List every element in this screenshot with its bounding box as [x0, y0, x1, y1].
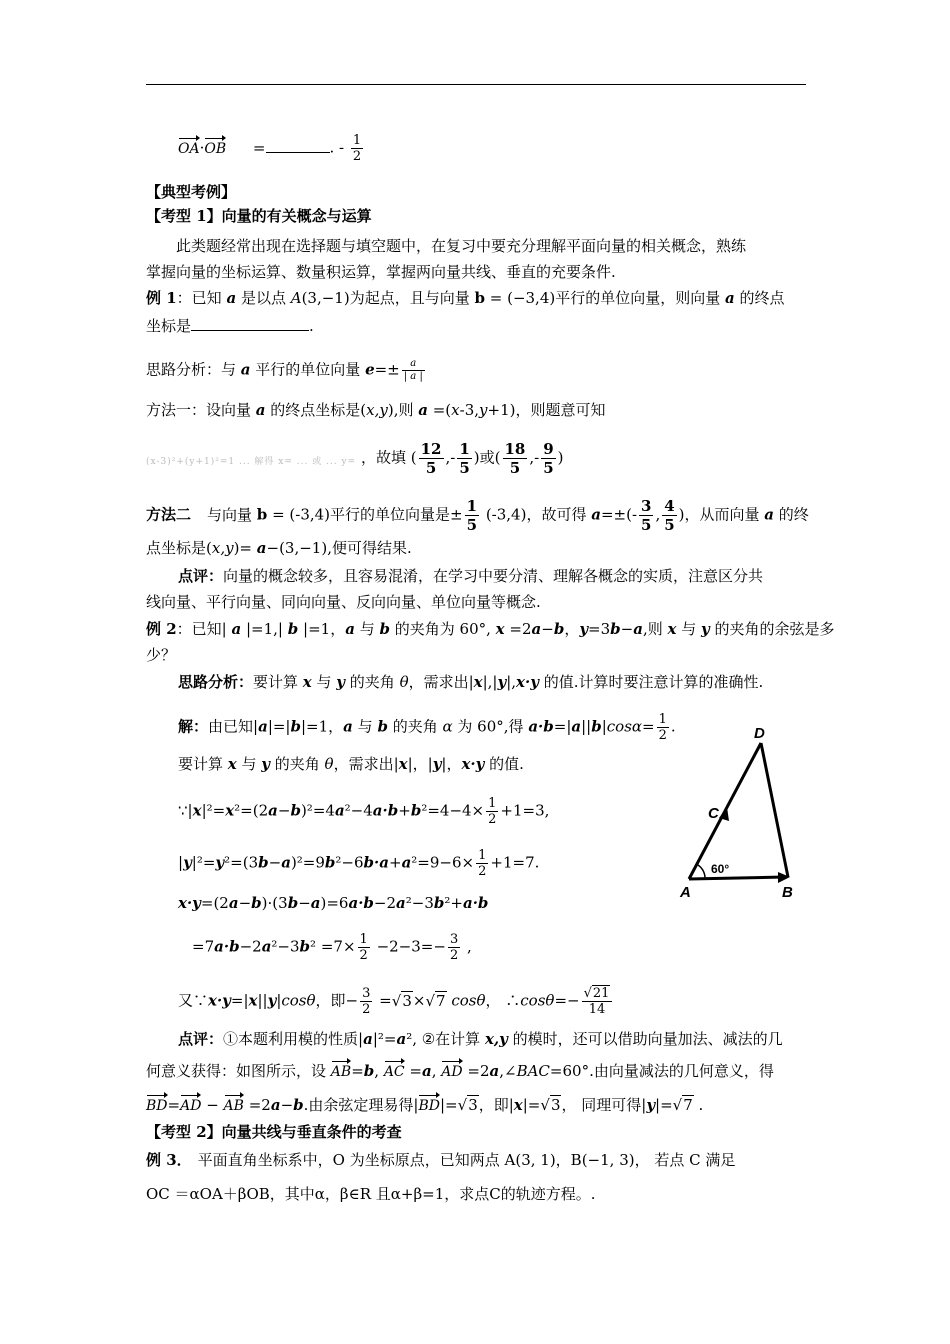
garbled-equations: (x-3)²+(y+1)²=1 ... 解得 x= ... 或 ... y=	[146, 456, 357, 466]
dot-symbol: ·	[199, 138, 205, 157]
ex2-solution-line4: |y|²=y²=(3b−a)²=9b²−6b·a+a²=9−6× $\frac{1}{2}$ +1=7.	[178, 848, 540, 879]
ex2-solution-line3: ∵|x|²=x²=(2a−b)²=4a²−4a·b+b²=4−4× $\frac{1}{2}$ +1=3,	[178, 796, 550, 827]
ex2-question-line2: 少？	[146, 646, 177, 664]
section-title: 【典型考例】	[146, 183, 237, 201]
ex3-question-line2: OC ＝αOA＋βOB，其中α，β∈R 且α+β=1，求点C的轨迹方程。.	[146, 1185, 596, 1203]
equals-sign: =	[252, 138, 266, 157]
label-c: C	[708, 805, 719, 822]
ex2-solution-line6: =7a·b−2a²−3b² =7× $\frac{1}{2}$ −2−3=− $\frac{3}{2}$ ,	[192, 932, 472, 963]
topic2-title: 【考型 2】向量共线与垂直条件的考查	[146, 1123, 402, 1141]
topic1-intro-2: 掌握向量的坐标运算、数量积运算，掌握两向量共线、垂直的充要条件.	[146, 263, 616, 281]
ex2-solution-line2: 要计算 x 与 y 的夹角 θ，需求出|x|，|y|，x·y 的值.	[178, 755, 524, 773]
ex3-question-line1: 例 3． 平面直角坐标系中，O 为坐标原点，已知两点 A(3, 1)，B(−1, 3)， 若点 C 满足	[146, 1151, 736, 1169]
segment-ab	[689, 877, 784, 879]
fraction: $\frac{1}{2}$	[352, 133, 362, 164]
ex1-method1-answer: (x-3)²+(y+1)²=1 ... 解得 x= ... 或 ... y= ，故填 ( $\frac{12}{5}$ ,- $\frac{1}{5}$ )或( $\frac{18}{5}$ ,- $\frac{9}{5}$ )	[146, 440, 564, 477]
triangle-figure	[672, 722, 812, 907]
vector-oa: OA	[178, 135, 200, 159]
unit-vector-fraction: $\frac{a}{| a |}$	[403, 358, 423, 382]
ex2-solution-line5: x·y=(2a−b)·(3b−a)=6a·b−2a²−3b²+a·b	[178, 894, 489, 912]
ex1-question-line2: 坐标是 .	[146, 317, 314, 335]
ex1-question-line1: 例 1：已知 a 是以点 A(3,−1)为起点，且与向量 b = (−3,4)平行的单位向量，则向量 a 的终点	[146, 289, 785, 307]
top-formula	[178, 133, 365, 164]
ex1-analysis: 思路分析：与 a 平行的单位向量 e=± $\frac{a}{| a |}$	[146, 358, 423, 382]
ex2-comment-line3: BD=AD − AB =2a−b.由余弦定理易得|BD|=√3，即|x|=√3， 同理可得|y|=√7 .	[146, 1092, 703, 1116]
header-rule	[146, 84, 806, 85]
ex2-solution-line1: 解：由已知|a|=|b|=1，a 与 b 的夹角 α 为 60°,得 a·b=|a||b|cosα= $\frac{1}{2}$ .	[178, 712, 676, 743]
ex1-comment-line1: 点评：向量的概念较多，且容易混淆，在学习中要分清、理解各概念的实质，注意区分共	[178, 567, 764, 585]
topic1-intro-1: 此类题经常出现在选择题与填空题中，在复习中要充分理解平面向量的相关概念，熟练	[176, 237, 747, 255]
ex1-method1: 方法一：设向量 a 的终点坐标是(x,y),则 a =(x-3,y+1)，则题意可知	[146, 401, 606, 419]
ex2-comment-line1: 点评：①本题利用模的性质|a|²=a², ②在计算 x,y 的模时，还可以借助向量加法、减法的几	[178, 1030, 783, 1048]
vector-ob: OB	[204, 135, 226, 159]
ex2-question-line1: 例 2：已知| a |=1,| b |=1，a 与 b 的夹角为 60°, x =2a−b，y=3b−a,则 x 与 y 的夹角的余弦是多	[146, 620, 835, 638]
ex1-method2-line1: 方法二 与向量 b = (-3,4)平行的单位向量是± $\frac{1}{5}$ (-3,4)，故可得 a=±(- $\frac{3}{5}$ , $\frac{4}{5}$ )，从而向量 a 的终	[146, 497, 809, 534]
segment-db	[761, 743, 788, 877]
ex1-comment-line2: 线向量、平行向量、同向向量、反向向量、单位向量等概念.	[146, 593, 541, 611]
ex2-solution-line7: 又∵x·y=|x||y|cosθ，即− $\frac{3}{2}$ =√3×√7 cosθ， ∴cosθ=− $\frac{√21}{14}$	[178, 986, 614, 1017]
tail-text: . -	[329, 138, 345, 157]
ex1-answer-blank	[191, 330, 309, 331]
label-a: A	[680, 884, 691, 901]
label-angle: 60°	[711, 862, 730, 876]
label-b: B	[782, 884, 793, 901]
topic1-title: 【考型 1】向量的有关概念与运算	[146, 207, 372, 225]
ex2-comment-line2: 何意义获得：如图所示，设 AB=b, AC =a, AD =2a,∠BAC=60°.由向量减法的几何意义，得	[146, 1058, 774, 1082]
angle-arc	[698, 865, 705, 879]
label-d: D	[754, 725, 765, 742]
answer-blank	[266, 152, 330, 153]
ex2-analysis: 思路分析：要计算 x 与 y 的夹角 θ，需求出|x|,|y|,x·y 的值.计算时要注意计算的准确性.	[178, 673, 764, 691]
ex1-method2-line2: 点坐标是(x,y)= a−(3,−1),便可得结果.	[146, 539, 412, 557]
